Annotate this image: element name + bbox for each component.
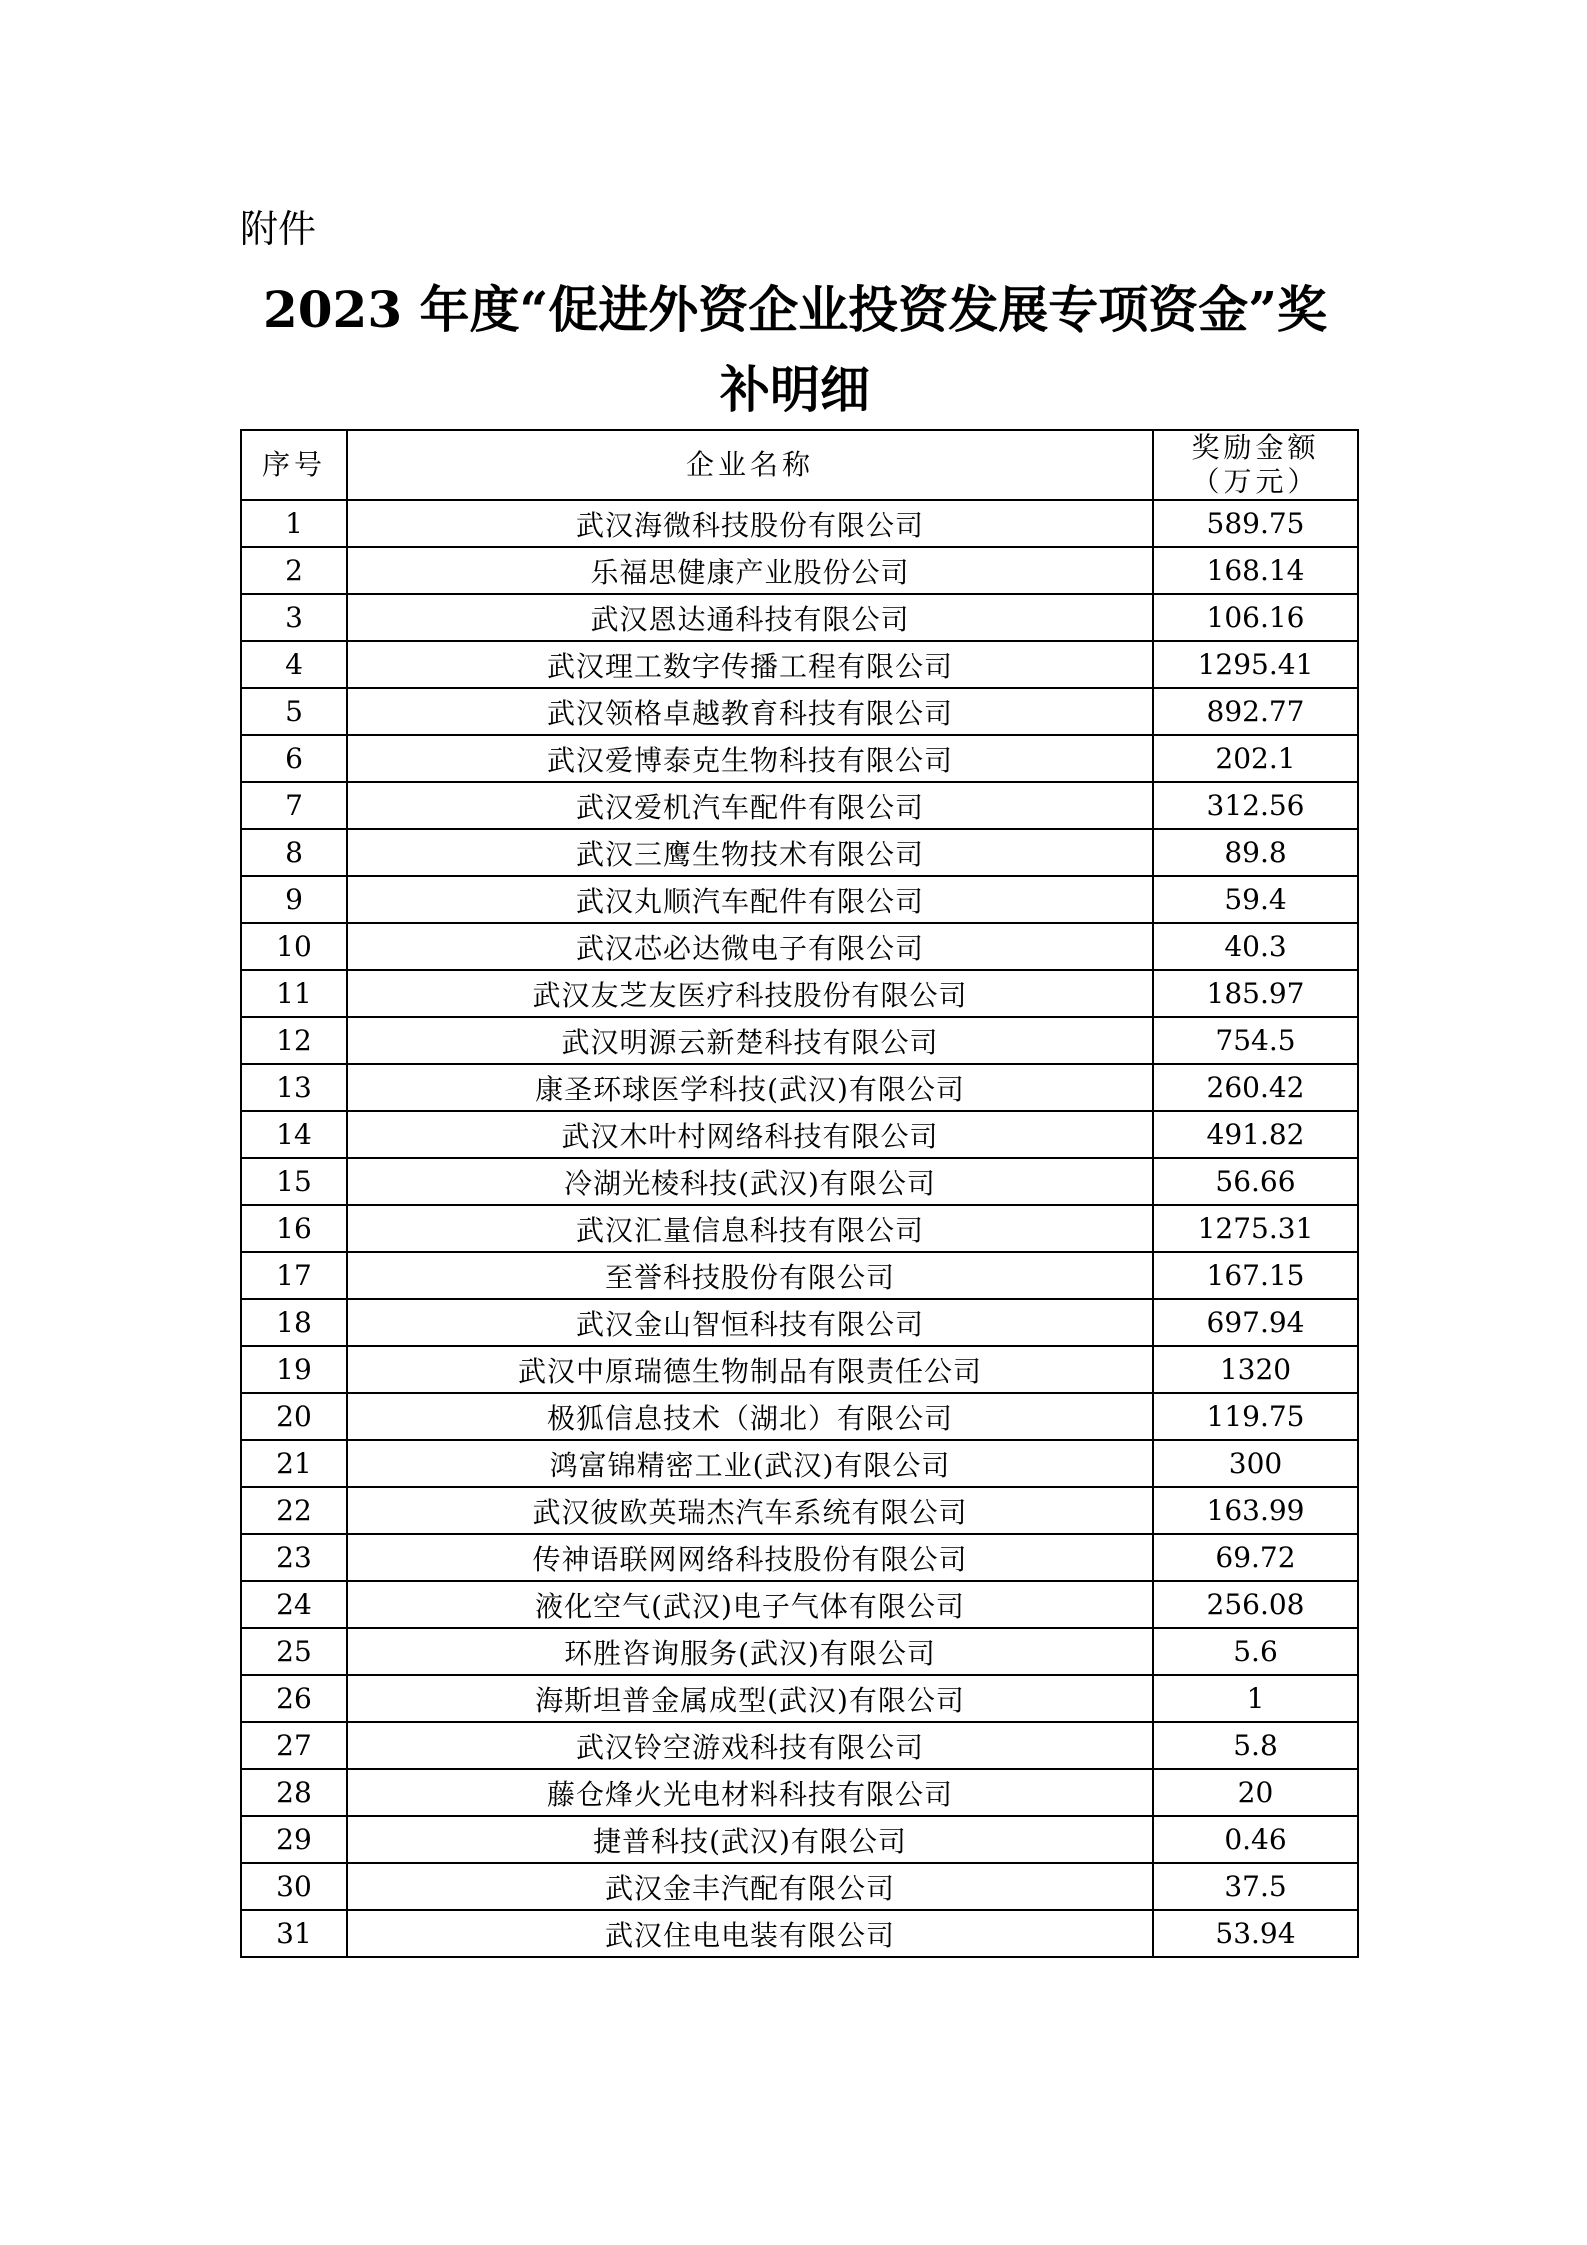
table-row <box>241 923 1358 970</box>
row-company-name: 海斯坦普金属成型(武汉)有限公司 <box>347 1675 1153 1722</box>
row-company-name: 捷普科技(武汉)有限公司 <box>347 1816 1153 1863</box>
table-row <box>241 594 1358 641</box>
row-index: 2 <box>241 547 347 594</box>
row-index: 12 <box>241 1017 347 1064</box>
row-amount: 56.66 <box>1153 1158 1358 1205</box>
table-row <box>241 547 1358 594</box>
row-index: 7 <box>241 782 347 829</box>
row-index: 9 <box>241 876 347 923</box>
row-amount: 300 <box>1153 1440 1358 1487</box>
row-amount: 0.46 <box>1153 1816 1358 1863</box>
row-company-name: 武汉理工数字传播工程有限公司 <box>347 641 1153 688</box>
row-index: 14 <box>241 1111 347 1158</box>
table-row <box>241 641 1358 688</box>
title-line-1: 2023 年度“促进外资企业投资发展专项资金”奖 <box>262 280 1328 339</box>
row-amount: 260.42 <box>1153 1064 1358 1111</box>
row-index: 17 <box>241 1252 347 1299</box>
table-row <box>241 688 1358 735</box>
row-index: 18 <box>241 1299 347 1346</box>
row-amount: 312.56 <box>1153 782 1358 829</box>
row-index: 28 <box>241 1769 347 1816</box>
row-amount: 491.82 <box>1153 1111 1358 1158</box>
row-company-name: 武汉丸顺汽车配件有限公司 <box>347 876 1153 923</box>
attachment-label: 附件 <box>240 207 317 251</box>
row-company-name: 武汉铃空游戏科技有限公司 <box>347 1722 1153 1769</box>
row-company-name: 武汉中原瑞德生物制品有限责任公司 <box>347 1346 1153 1393</box>
row-company-name: 武汉芯必达微电子有限公司 <box>347 923 1153 970</box>
row-index: 27 <box>241 1722 347 1769</box>
row-index: 11 <box>241 970 347 1017</box>
table-row <box>241 1440 1358 1487</box>
row-amount: 1 <box>1153 1675 1358 1722</box>
table-row <box>241 1299 1358 1346</box>
table-row <box>241 1158 1358 1205</box>
row-index: 4 <box>241 641 347 688</box>
row-company-name: 武汉恩达通科技有限公司 <box>347 594 1153 641</box>
row-amount: 754.5 <box>1153 1017 1358 1064</box>
header-amount-line1: 奖励金额 <box>1191 431 1320 464</box>
table-row <box>241 500 1358 547</box>
row-index: 5 <box>241 688 347 735</box>
row-index: 30 <box>241 1863 347 1910</box>
table-row <box>241 1722 1358 1769</box>
table-row <box>241 1111 1358 1158</box>
table-body <box>241 500 1358 1957</box>
row-amount: 185.97 <box>1153 970 1358 1017</box>
table-header <box>241 430 1358 500</box>
row-index: 26 <box>241 1675 347 1722</box>
row-index: 10 <box>241 923 347 970</box>
row-index: 15 <box>241 1158 347 1205</box>
table-row <box>241 1816 1358 1863</box>
row-index: 19 <box>241 1346 347 1393</box>
table-row <box>241 1487 1358 1534</box>
row-index: 1 <box>241 500 347 547</box>
row-index: 25 <box>241 1628 347 1675</box>
table-row <box>241 1675 1358 1722</box>
row-company-name: 冷湖光棱科技(武汉)有限公司 <box>347 1158 1153 1205</box>
row-index: 13 <box>241 1064 347 1111</box>
row-index: 31 <box>241 1910 347 1957</box>
row-company-name: 武汉汇量信息科技有限公司 <box>347 1205 1153 1252</box>
table-row <box>241 1205 1358 1252</box>
header-amount <box>1153 430 1358 500</box>
document-title <box>200 270 1390 430</box>
row-amount: 37.5 <box>1153 1863 1358 1910</box>
row-company-name: 武汉领格卓越教育科技有限公司 <box>347 688 1153 735</box>
row-amount: 1320 <box>1153 1346 1358 1393</box>
row-amount: 89.8 <box>1153 829 1358 876</box>
row-company-name: 液化空气(武汉)电子气体有限公司 <box>347 1581 1153 1628</box>
table-row <box>241 735 1358 782</box>
row-company-name: 武汉金丰汽配有限公司 <box>347 1863 1153 1910</box>
row-company-name: 藤仓烽火光电材料科技有限公司 <box>347 1769 1153 1816</box>
row-company-name: 武汉彼欧英瑞杰汽车系统有限公司 <box>347 1487 1153 1534</box>
table-row <box>241 970 1358 1017</box>
table-row <box>241 1581 1358 1628</box>
table-row <box>241 1064 1358 1111</box>
table-row <box>241 1017 1358 1064</box>
row-amount: 697.94 <box>1153 1299 1358 1346</box>
row-amount: 163.99 <box>1153 1487 1358 1534</box>
row-company-name: 武汉明源云新楚科技有限公司 <box>347 1017 1153 1064</box>
row-index: 21 <box>241 1440 347 1487</box>
title-line-2: 补明细 <box>720 360 870 419</box>
row-company-name: 武汉住电电装有限公司 <box>347 1910 1153 1957</box>
header-index: 序号 <box>241 430 347 500</box>
row-index: 3 <box>241 594 347 641</box>
row-amount: 892.77 <box>1153 688 1358 735</box>
header-company: 企业名称 <box>347 430 1153 500</box>
table-row <box>241 1393 1358 1440</box>
row-index: 16 <box>241 1205 347 1252</box>
table-row <box>241 1252 1358 1299</box>
row-amount: 167.15 <box>1153 1252 1358 1299</box>
row-amount: 1295.41 <box>1153 641 1358 688</box>
row-amount: 53.94 <box>1153 1910 1358 1957</box>
table-row <box>241 1534 1358 1581</box>
row-amount: 256.08 <box>1153 1581 1358 1628</box>
row-amount: 106.16 <box>1153 594 1358 641</box>
row-index: 22 <box>241 1487 347 1534</box>
table-row <box>241 876 1358 923</box>
table-row <box>241 1863 1358 1910</box>
row-amount: 119.75 <box>1153 1393 1358 1440</box>
row-index: 29 <box>241 1816 347 1863</box>
row-company-name: 环胜咨询服务(武汉)有限公司 <box>347 1628 1153 1675</box>
row-amount: 5.8 <box>1153 1722 1358 1769</box>
row-company-name: 至誉科技股份有限公司 <box>347 1252 1153 1299</box>
row-amount: 69.72 <box>1153 1534 1358 1581</box>
row-amount: 59.4 <box>1153 876 1358 923</box>
row-index: 24 <box>241 1581 347 1628</box>
row-amount: 40.3 <box>1153 923 1358 970</box>
row-company-name: 武汉木叶村网络科技有限公司 <box>347 1111 1153 1158</box>
row-company-name: 武汉三鹰生物技术有限公司 <box>347 829 1153 876</box>
row-company-name: 传神语联网网络科技股份有限公司 <box>347 1534 1153 1581</box>
table-row <box>241 1628 1358 1675</box>
row-index: 23 <box>241 1534 347 1581</box>
row-amount: 1275.31 <box>1153 1205 1358 1252</box>
table-row <box>241 829 1358 876</box>
row-amount: 202.1 <box>1153 735 1358 782</box>
row-amount: 168.14 <box>1153 547 1358 594</box>
row-index: 8 <box>241 829 347 876</box>
row-company-name: 武汉友芝友医疗科技股份有限公司 <box>347 970 1153 1017</box>
row-company-name: 康圣环球医学科技(武汉)有限公司 <box>347 1064 1153 1111</box>
header-row <box>241 430 1358 500</box>
row-company-name: 极狐信息技术（湖北）有限公司 <box>347 1393 1153 1440</box>
row-index: 6 <box>241 735 347 782</box>
row-company-name: 武汉海微科技股份有限公司 <box>347 500 1153 547</box>
table-row <box>241 1910 1358 1957</box>
row-company-name: 武汉金山智恒科技有限公司 <box>347 1299 1153 1346</box>
table-row <box>241 1769 1358 1816</box>
row-amount: 589.75 <box>1153 500 1358 547</box>
header-amount-line2: （万元） <box>1191 465 1320 498</box>
row-amount: 20 <box>1153 1769 1358 1816</box>
row-company-name: 武汉爱机汽车配件有限公司 <box>347 782 1153 829</box>
table-row <box>241 782 1358 829</box>
reward-table <box>240 429 1359 1958</box>
row-amount: 5.6 <box>1153 1628 1358 1675</box>
row-company-name: 武汉爱博泰克生物科技有限公司 <box>347 735 1153 782</box>
table-row <box>241 1346 1358 1393</box>
row-company-name: 鸿富锦精密工业(武汉)有限公司 <box>347 1440 1153 1487</box>
row-company-name: 乐福思健康产业股份公司 <box>347 547 1153 594</box>
row-index: 20 <box>241 1393 347 1440</box>
